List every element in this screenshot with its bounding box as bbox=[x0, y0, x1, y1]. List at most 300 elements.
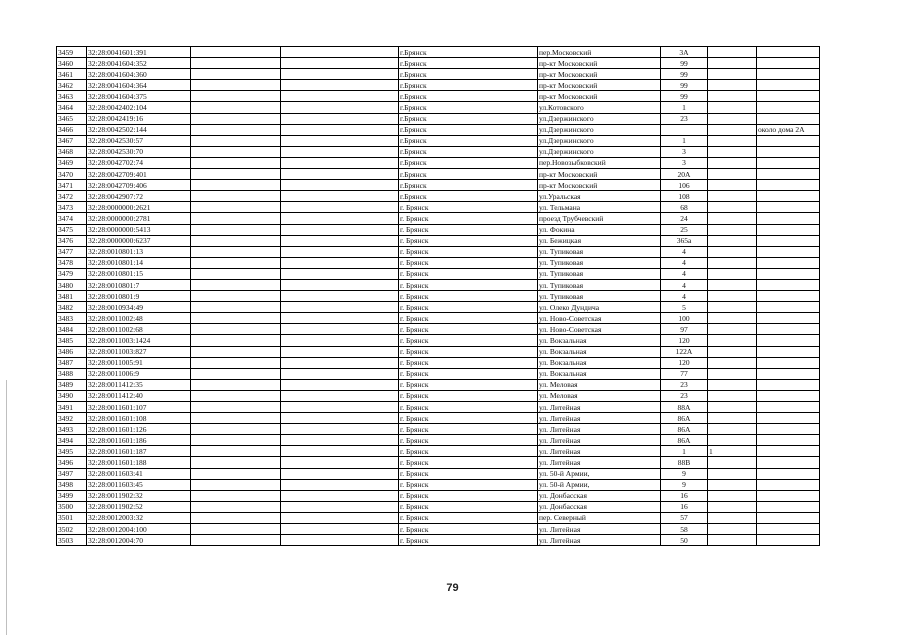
street-cell: ул.Дзержинского bbox=[538, 113, 661, 124]
empty-cell bbox=[191, 379, 281, 390]
street-cell: ул. Ново-Советская bbox=[538, 324, 661, 335]
table-row bbox=[57, 446, 820, 457]
table-row bbox=[57, 102, 820, 113]
cadastral-number-cell: 32:28:0012004:100 bbox=[87, 524, 191, 535]
house-number-cell: 16 bbox=[661, 501, 708, 512]
house-number-cell: 25 bbox=[661, 224, 708, 235]
city-cell: г. Брянск bbox=[399, 435, 538, 446]
street-cell: ул.Котовского bbox=[538, 102, 661, 113]
house-number-cell: 58 bbox=[661, 524, 708, 535]
empty-cell bbox=[191, 257, 281, 268]
cadastral-number-cell: 32:28:0012004:70 bbox=[87, 535, 191, 546]
empty-cell bbox=[281, 490, 399, 501]
extra-cell bbox=[708, 213, 757, 224]
row-number-cell: 3480 bbox=[57, 279, 87, 290]
empty-cell bbox=[191, 146, 281, 157]
note-cell bbox=[757, 257, 820, 268]
house-number-cell: 1 bbox=[661, 102, 708, 113]
extra-cell bbox=[708, 524, 757, 535]
table-row bbox=[57, 390, 820, 401]
empty-cell bbox=[191, 224, 281, 235]
table-row bbox=[57, 235, 820, 246]
table-row bbox=[57, 224, 820, 235]
extra-cell bbox=[708, 268, 757, 279]
street-cell: ул. Литейная bbox=[538, 446, 661, 457]
note-cell bbox=[757, 80, 820, 91]
row-number-cell: 3463 bbox=[57, 91, 87, 102]
note-cell bbox=[757, 47, 820, 58]
row-number-cell: 3498 bbox=[57, 479, 87, 490]
table-row bbox=[57, 368, 820, 379]
table-row bbox=[57, 413, 820, 424]
city-cell: г. Брянск bbox=[399, 501, 538, 512]
extra-cell bbox=[708, 291, 757, 302]
cadastral-number-cell: 32:28:0011601:186 bbox=[87, 435, 191, 446]
extra-cell bbox=[708, 91, 757, 102]
cadastral-number-cell: 32:28:0041601:391 bbox=[87, 47, 191, 58]
house-number-cell: 88А bbox=[661, 402, 708, 413]
extra-cell bbox=[708, 468, 757, 479]
street-cell: ул. Донбасская bbox=[538, 490, 661, 501]
extra-cell bbox=[708, 47, 757, 58]
house-number-cell: 77 bbox=[661, 368, 708, 379]
row-number-cell: 3486 bbox=[57, 346, 87, 357]
row-number-cell: 3481 bbox=[57, 291, 87, 302]
table-row bbox=[57, 47, 820, 58]
empty-cell bbox=[191, 390, 281, 401]
street-cell: ул. 50-й Армии, bbox=[538, 479, 661, 490]
extra-cell bbox=[708, 113, 757, 124]
note-cell bbox=[757, 302, 820, 313]
cadastral-number-cell: 32:28:0011601:107 bbox=[87, 402, 191, 413]
empty-cell bbox=[281, 291, 399, 302]
row-number-cell: 3472 bbox=[57, 191, 87, 202]
house-number-cell: 4 bbox=[661, 257, 708, 268]
empty-cell bbox=[281, 501, 399, 512]
house-number-cell bbox=[661, 124, 708, 135]
house-number-cell: 88В bbox=[661, 457, 708, 468]
extra-cell bbox=[708, 335, 757, 346]
house-number-cell: 68 bbox=[661, 202, 708, 213]
row-number-cell: 3489 bbox=[57, 379, 87, 390]
row-number-cell: 3478 bbox=[57, 257, 87, 268]
empty-cell bbox=[191, 490, 281, 501]
empty-cell bbox=[191, 524, 281, 535]
house-number-cell: 100 bbox=[661, 313, 708, 324]
cadastral-number-cell: 32:28:0011601:126 bbox=[87, 424, 191, 435]
house-number-cell: 365а bbox=[661, 235, 708, 246]
note-cell bbox=[757, 413, 820, 424]
row-number-cell: 3462 bbox=[57, 80, 87, 91]
city-cell: г. Брянск bbox=[399, 313, 538, 324]
city-cell: г. Брянск bbox=[399, 202, 538, 213]
cadastral-number-cell: 32:28:0010801:13 bbox=[87, 246, 191, 257]
row-number-cell: 3488 bbox=[57, 368, 87, 379]
city-cell: г.Брянск bbox=[399, 47, 538, 58]
city-cell: г. Брянск bbox=[399, 224, 538, 235]
table-row bbox=[57, 524, 820, 535]
empty-cell bbox=[281, 390, 399, 401]
note-cell bbox=[757, 390, 820, 401]
row-number-cell: 3492 bbox=[57, 413, 87, 424]
street-cell: ул. Тупиковая bbox=[538, 257, 661, 268]
extra-cell bbox=[708, 324, 757, 335]
empty-cell bbox=[281, 235, 399, 246]
empty-cell bbox=[191, 446, 281, 457]
house-number-cell: 16 bbox=[661, 490, 708, 501]
empty-cell bbox=[281, 191, 399, 202]
table-row bbox=[57, 357, 820, 368]
house-number-cell: 23 bbox=[661, 379, 708, 390]
city-cell: г.Брянск bbox=[399, 135, 538, 146]
note-cell bbox=[757, 435, 820, 446]
cadastral-number-cell: 32:28:0011003:1424 bbox=[87, 335, 191, 346]
extra-cell bbox=[708, 257, 757, 268]
row-number-cell: 3473 bbox=[57, 202, 87, 213]
row-number-cell: 3468 bbox=[57, 146, 87, 157]
row-number-cell: 3503 bbox=[57, 535, 87, 546]
house-number-cell: 9 bbox=[661, 479, 708, 490]
note-cell: около дома 2А bbox=[757, 124, 820, 135]
cadastral-number-cell: 32:28:0010801:9 bbox=[87, 291, 191, 302]
cadastral-number-cell: 32:28:0041604:364 bbox=[87, 80, 191, 91]
note-cell bbox=[757, 313, 820, 324]
row-number-cell: 3494 bbox=[57, 435, 87, 446]
empty-cell bbox=[191, 313, 281, 324]
empty-cell bbox=[281, 346, 399, 357]
row-number-cell: 3475 bbox=[57, 224, 87, 235]
empty-cell bbox=[191, 501, 281, 512]
street-cell: ул. Меловая bbox=[538, 379, 661, 390]
street-cell: ул. 50-й Армии, bbox=[538, 468, 661, 479]
row-number-cell: 3495 bbox=[57, 446, 87, 457]
note-cell bbox=[757, 524, 820, 535]
table-row bbox=[57, 124, 820, 135]
extra-cell bbox=[708, 146, 757, 157]
table-row bbox=[57, 512, 820, 523]
empty-cell bbox=[191, 535, 281, 546]
empty-cell bbox=[191, 413, 281, 424]
empty-cell bbox=[191, 435, 281, 446]
city-cell: г. Брянск bbox=[399, 424, 538, 435]
city-cell: г. Брянск bbox=[399, 490, 538, 501]
extra-cell bbox=[708, 80, 757, 91]
cadastral-number-cell: 32:28:0042709:401 bbox=[87, 169, 191, 180]
cadastral-number-cell: 32:28:0010801:7 bbox=[87, 279, 191, 290]
row-number-cell: 3484 bbox=[57, 324, 87, 335]
empty-cell bbox=[281, 146, 399, 157]
house-number-cell: 99 bbox=[661, 69, 708, 80]
extra-cell bbox=[708, 157, 757, 168]
cadastral-number-cell: 32:28:0042530:57 bbox=[87, 135, 191, 146]
note-cell bbox=[757, 102, 820, 113]
empty-cell bbox=[191, 169, 281, 180]
street-cell: ул. Вокзальная bbox=[538, 368, 661, 379]
empty-cell bbox=[191, 124, 281, 135]
street-cell: ул. Литейная bbox=[538, 535, 661, 546]
house-number-cell: 86А bbox=[661, 435, 708, 446]
city-cell: г. Брянск bbox=[399, 235, 538, 246]
table-row bbox=[57, 457, 820, 468]
row-number-cell: 3469 bbox=[57, 157, 87, 168]
note-cell bbox=[757, 457, 820, 468]
street-cell: ул. Литейная bbox=[538, 524, 661, 535]
extra-cell bbox=[708, 302, 757, 313]
empty-cell bbox=[281, 246, 399, 257]
street-cell: пер.Московский bbox=[538, 47, 661, 58]
empty-cell bbox=[281, 58, 399, 69]
cadastral-number-cell: 32:28:0041604:375 bbox=[87, 91, 191, 102]
empty-cell bbox=[281, 113, 399, 124]
street-cell: ул. Вокзальная bbox=[538, 335, 661, 346]
table-row bbox=[57, 435, 820, 446]
cadastral-number-cell: 32:28:0042502:144 bbox=[87, 124, 191, 135]
note-cell bbox=[757, 246, 820, 257]
table-row bbox=[57, 91, 820, 102]
city-cell: г. Брянск bbox=[399, 279, 538, 290]
extra-cell bbox=[708, 435, 757, 446]
row-number-cell: 3500 bbox=[57, 501, 87, 512]
street-cell: ул. Донбасская bbox=[538, 501, 661, 512]
street-cell: ул. Ново-Советская bbox=[538, 313, 661, 324]
street-cell: пер. Северный bbox=[538, 512, 661, 523]
street-cell: ул. Литейная bbox=[538, 402, 661, 413]
note-cell bbox=[757, 490, 820, 501]
note-cell bbox=[757, 368, 820, 379]
extra-cell: 1 bbox=[708, 446, 757, 457]
table-row bbox=[57, 346, 820, 357]
empty-cell bbox=[281, 413, 399, 424]
empty-cell bbox=[191, 357, 281, 368]
extra-cell bbox=[708, 135, 757, 146]
cadastral-number-cell: 32:28:0000000:2781 bbox=[87, 213, 191, 224]
house-number-cell: 108 bbox=[661, 191, 708, 202]
empty-cell bbox=[281, 435, 399, 446]
table-row bbox=[57, 80, 820, 91]
street-cell: пр-кт Московский bbox=[538, 180, 661, 191]
empty-cell bbox=[191, 202, 281, 213]
cadastral-number-cell: 32:28:0011005:91 bbox=[87, 357, 191, 368]
empty-cell bbox=[281, 446, 399, 457]
note-cell bbox=[757, 69, 820, 80]
row-number-cell: 3491 bbox=[57, 402, 87, 413]
table-row bbox=[57, 490, 820, 501]
empty-cell bbox=[191, 246, 281, 257]
note-cell bbox=[757, 202, 820, 213]
street-cell: пр-кт Московский bbox=[538, 69, 661, 80]
street-cell: пр-кт Московский bbox=[538, 91, 661, 102]
extra-cell bbox=[708, 102, 757, 113]
extra-cell bbox=[708, 501, 757, 512]
house-number-cell: 50 bbox=[661, 535, 708, 546]
empty-cell bbox=[281, 135, 399, 146]
house-number-cell: 5 bbox=[661, 302, 708, 313]
empty-cell bbox=[281, 368, 399, 379]
house-number-cell: 86А bbox=[661, 413, 708, 424]
table-row bbox=[57, 291, 820, 302]
table-row bbox=[57, 313, 820, 324]
street-cell: ул. Тельмана bbox=[538, 202, 661, 213]
extra-cell bbox=[708, 169, 757, 180]
cadastral-number-cell: 32:28:0042402:104 bbox=[87, 102, 191, 113]
city-cell: г. Брянск bbox=[399, 390, 538, 401]
street-cell: ул. Фокина bbox=[538, 224, 661, 235]
extra-cell bbox=[708, 413, 757, 424]
empty-cell bbox=[191, 512, 281, 523]
note-cell bbox=[757, 324, 820, 335]
empty-cell bbox=[281, 257, 399, 268]
cadastral-number-cell: 32:28:0010801:14 bbox=[87, 257, 191, 268]
extra-cell bbox=[708, 512, 757, 523]
cadastral-number-cell: 32:28:0011003:827 bbox=[87, 346, 191, 357]
extra-cell bbox=[708, 402, 757, 413]
empty-cell bbox=[191, 47, 281, 58]
row-number-cell: 3465 bbox=[57, 113, 87, 124]
row-number-cell: 3483 bbox=[57, 313, 87, 324]
empty-cell bbox=[281, 457, 399, 468]
city-cell: г. Брянск bbox=[399, 512, 538, 523]
empty-cell bbox=[281, 157, 399, 168]
note-cell bbox=[757, 169, 820, 180]
house-number-cell: 1 bbox=[661, 446, 708, 457]
cadastral-number-cell: 32:28:0011603:41 bbox=[87, 468, 191, 479]
cadastral-number-cell: 32:28:0042419:16 bbox=[87, 113, 191, 124]
empty-cell bbox=[191, 291, 281, 302]
city-cell: г. Брянск bbox=[399, 368, 538, 379]
city-cell: г.Брянск bbox=[399, 124, 538, 135]
row-number-cell: 3497 bbox=[57, 468, 87, 479]
row-number-cell: 3464 bbox=[57, 102, 87, 113]
city-cell: г. Брянск bbox=[399, 335, 538, 346]
empty-cell bbox=[191, 235, 281, 246]
note-cell bbox=[757, 180, 820, 191]
table-row bbox=[57, 501, 820, 512]
note-cell bbox=[757, 268, 820, 279]
empty-cell bbox=[191, 302, 281, 313]
row-number-cell: 3460 bbox=[57, 58, 87, 69]
cadastral-number-cell: 32:28:0042907:72 bbox=[87, 191, 191, 202]
cadastral-number-cell: 32:28:0011006:9 bbox=[87, 368, 191, 379]
cadastral-number-cell: 32:28:0011601:188 bbox=[87, 457, 191, 468]
street-cell: ул. Литейная bbox=[538, 413, 661, 424]
city-cell: г. Брянск bbox=[399, 468, 538, 479]
note-cell bbox=[757, 479, 820, 490]
cadastral-number-cell: 32:28:0041604:360 bbox=[87, 69, 191, 80]
table-row bbox=[57, 113, 820, 124]
table-row bbox=[57, 135, 820, 146]
city-cell: г. Брянск bbox=[399, 357, 538, 368]
extra-cell bbox=[708, 202, 757, 213]
house-number-cell: 4 bbox=[661, 279, 708, 290]
row-number-cell: 3466 bbox=[57, 124, 87, 135]
city-cell: г. Брянск bbox=[399, 446, 538, 457]
city-cell: г.Брянск bbox=[399, 113, 538, 124]
table-row bbox=[57, 424, 820, 435]
table-row bbox=[57, 146, 820, 157]
empty-cell bbox=[191, 213, 281, 224]
city-cell: г.Брянск bbox=[399, 80, 538, 91]
house-number-cell: 4 bbox=[661, 268, 708, 279]
extra-cell bbox=[708, 357, 757, 368]
house-number-cell: 4 bbox=[661, 246, 708, 257]
street-cell: ул. Вокзальная bbox=[538, 346, 661, 357]
row-number-cell: 3474 bbox=[57, 213, 87, 224]
table-row bbox=[57, 468, 820, 479]
empty-cell bbox=[281, 169, 399, 180]
row-number-cell: 3459 bbox=[57, 47, 87, 58]
cadastral-number-cell: 32:28:0011002:48 bbox=[87, 313, 191, 324]
cadastral-number-cell: 32:28:0011412:35 bbox=[87, 379, 191, 390]
extra-cell bbox=[708, 490, 757, 501]
empty-cell bbox=[281, 224, 399, 235]
extra-cell bbox=[708, 313, 757, 324]
empty-cell bbox=[281, 357, 399, 368]
house-number-cell: 97 bbox=[661, 324, 708, 335]
table-row bbox=[57, 379, 820, 390]
table-row bbox=[57, 157, 820, 168]
extra-cell bbox=[708, 424, 757, 435]
street-cell: ул. Тупиковая bbox=[538, 246, 661, 257]
extra-cell bbox=[708, 379, 757, 390]
empty-cell bbox=[281, 268, 399, 279]
empty-cell bbox=[191, 91, 281, 102]
empty-cell bbox=[281, 512, 399, 523]
cadastral-number-cell: 32:28:0000000:6237 bbox=[87, 235, 191, 246]
city-cell: г. Брянск bbox=[399, 524, 538, 535]
row-number-cell: 3461 bbox=[57, 69, 87, 80]
cadastral-number-cell: 32:28:0011601:187 bbox=[87, 446, 191, 457]
street-cell: пр-кт Московский bbox=[538, 169, 661, 180]
row-number-cell: 3496 bbox=[57, 457, 87, 468]
empty-cell bbox=[191, 424, 281, 435]
row-number-cell: 3501 bbox=[57, 512, 87, 523]
note-cell bbox=[757, 224, 820, 235]
city-cell: г. Брянск bbox=[399, 291, 538, 302]
house-number-cell: 20А bbox=[661, 169, 708, 180]
note-cell bbox=[757, 135, 820, 146]
empty-cell bbox=[281, 335, 399, 346]
extra-cell bbox=[708, 58, 757, 69]
row-number-cell: 3467 bbox=[57, 135, 87, 146]
table-row bbox=[57, 324, 820, 335]
empty-cell bbox=[281, 124, 399, 135]
cadastral-number-cell: 32:28:0010801:15 bbox=[87, 268, 191, 279]
cadastral-number-cell: 32:28:0000000:5413 bbox=[87, 224, 191, 235]
extra-cell bbox=[708, 346, 757, 357]
street-cell: ул. Тупиковая bbox=[538, 268, 661, 279]
street-cell: ул.Дзержинского bbox=[538, 124, 661, 135]
extra-cell bbox=[708, 124, 757, 135]
city-cell: г. Брянск bbox=[399, 246, 538, 257]
cadastral-number-cell: 32:28:0042709:406 bbox=[87, 180, 191, 191]
extra-cell bbox=[708, 69, 757, 80]
scan-margin-line bbox=[6, 380, 7, 635]
table-row bbox=[57, 58, 820, 69]
house-number-cell: 106 bbox=[661, 180, 708, 191]
street-cell: проезд Трубчевский bbox=[538, 213, 661, 224]
empty-cell bbox=[191, 457, 281, 468]
note-cell bbox=[757, 157, 820, 168]
note-cell bbox=[757, 446, 820, 457]
row-number-cell: 3476 bbox=[57, 235, 87, 246]
table-row bbox=[57, 479, 820, 490]
street-cell: ул. Олеко Дундича bbox=[538, 302, 661, 313]
city-cell: г. Брянск bbox=[399, 479, 538, 490]
empty-cell bbox=[281, 102, 399, 113]
empty-cell bbox=[191, 102, 281, 113]
registry-body bbox=[57, 47, 820, 546]
extra-cell bbox=[708, 180, 757, 191]
